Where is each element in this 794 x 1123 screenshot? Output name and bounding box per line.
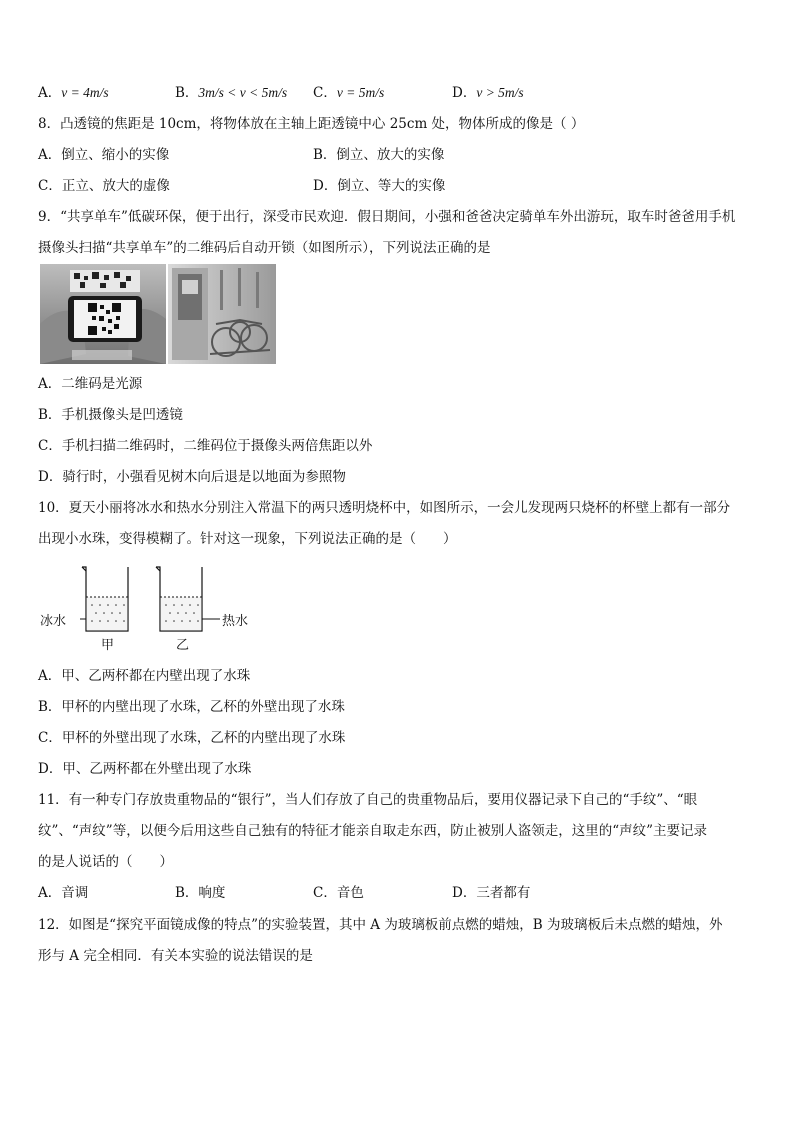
q8-stem: 8．凸透镜的焦距是 10cm，将物体放在主轴上距透镜中心 25cm 处，物体所成的像是（ ） — [38, 116, 585, 132]
q7-option-a — [38, 84, 109, 102]
q11-stem-line1: 11．有一种专门存放贵重物品的“银行”，当人们存放了自己的贵重物品后，要用仪器记录下自己的“手纹”、“眼 — [38, 792, 698, 808]
q8-option-b: B．倒立、放大的实像 — [313, 147, 445, 163]
hot-water — [161, 597, 202, 630]
q9-stem-line2: 摄像头扫描“共享单车”的二维码后自动开锁（如图所示），下列说法正确的是 — [38, 240, 491, 256]
q10-stem-line1: 10．夏天小丽将冰水和热水分别注入常温下的两只透明烧杯中，如图所示，一会儿发现两只烧杯的杯壁上都有一部分 — [38, 500, 731, 516]
option-text: v = 5m/s — [336, 85, 385, 100]
q8-option-a: A．倒立、缩小的实像 — [38, 147, 170, 163]
q11-option-a: A．音调 — [38, 885, 89, 901]
q10-option-a: A．甲、乙两杯都在内壁出现了水珠 — [38, 668, 251, 684]
q10-stem-line2: 出现小水珠，变得模糊了。针对这一现象，下列说法正确的是（ ） — [38, 531, 457, 547]
q11-stem-line2: 纹”、“声纹”等，以便今后用这些自己独有的特征才能亲自取走东西，防止被别人盗领走，这里的“声纹”主要记录 — [38, 823, 708, 839]
option-label: B． — [175, 85, 199, 101]
q7-option-b — [175, 84, 287, 102]
option-text: 3m/s < v < 5m/s — [198, 85, 288, 100]
printed-strip-bottom — [72, 350, 132, 360]
q12-stem-line1: 12．如图是“探究平面镜成像的特点”的实验装置，其中 A 为玻璃板前点燃的蜡烛，B 为玻璃板后未点燃的蜡烛，外 — [38, 917, 723, 933]
q11-option-b: B．响度 — [175, 885, 226, 901]
qr-scan-photo — [40, 264, 276, 364]
option-text: v > 5m/s — [476, 85, 524, 100]
q9-option-a: A．二维码是光源 — [38, 376, 143, 392]
q11-stem-line3: 的是人说话的（ ） — [38, 854, 173, 870]
q8-option-d: D．倒立、等大的实像 — [313, 178, 446, 194]
option-label: C． — [313, 85, 337, 101]
q10-option-c: C．甲杯的外壁出现了水珠，乙杯的内壁出现了水珠 — [38, 730, 346, 746]
q9-stem-line1: 9．“共享单车”低碳环保，便于出行，深受市民欢迎．假日期间，小强和爸爸决定骑单车外出游玩，取车时爸爸用手机 — [38, 209, 736, 225]
q12-stem-line2: 形与 A 完全相同．有关本实验的说法错误的是 — [38, 948, 313, 964]
option-label: D． — [452, 85, 477, 101]
q9-option-b: B．手机摄像头是凹透镜 — [38, 407, 183, 423]
q11-option-d: D．三者都有 — [452, 885, 531, 901]
ice-water-label: 冰水 — [40, 614, 67, 629]
dock-screen — [182, 280, 198, 294]
q10-option-d: D．甲、乙两杯都在外壁出现了水珠 — [38, 761, 252, 777]
q9-option-d: D．骑行时，小强看见树木向后退是以地面为参照物 — [38, 469, 346, 485]
q11-option-c: C．音色 — [313, 885, 364, 901]
beaker-jia-label: 甲 — [101, 638, 115, 653]
q7-option-c — [313, 84, 384, 102]
beakers-figure — [80, 565, 220, 637]
option-label: A． — [38, 85, 62, 101]
phone-screen — [74, 300, 136, 338]
q7-option-d — [452, 84, 524, 102]
q9-option-c: C．手机扫描二维码时，二维码位于摄像头两倍焦距以外 — [38, 438, 373, 454]
hot-water-label: 热水 — [222, 614, 249, 629]
beaker-yi-label: 乙 — [176, 638, 190, 653]
ice-water — [87, 597, 128, 630]
q10-option-b: B．甲杯的内壁出现了水珠，乙杯的外壁出现了水珠 — [38, 699, 345, 715]
q8-option-c: C．正立、放大的虚像 — [38, 178, 170, 194]
option-text: v = 4m/s — [61, 85, 109, 100]
